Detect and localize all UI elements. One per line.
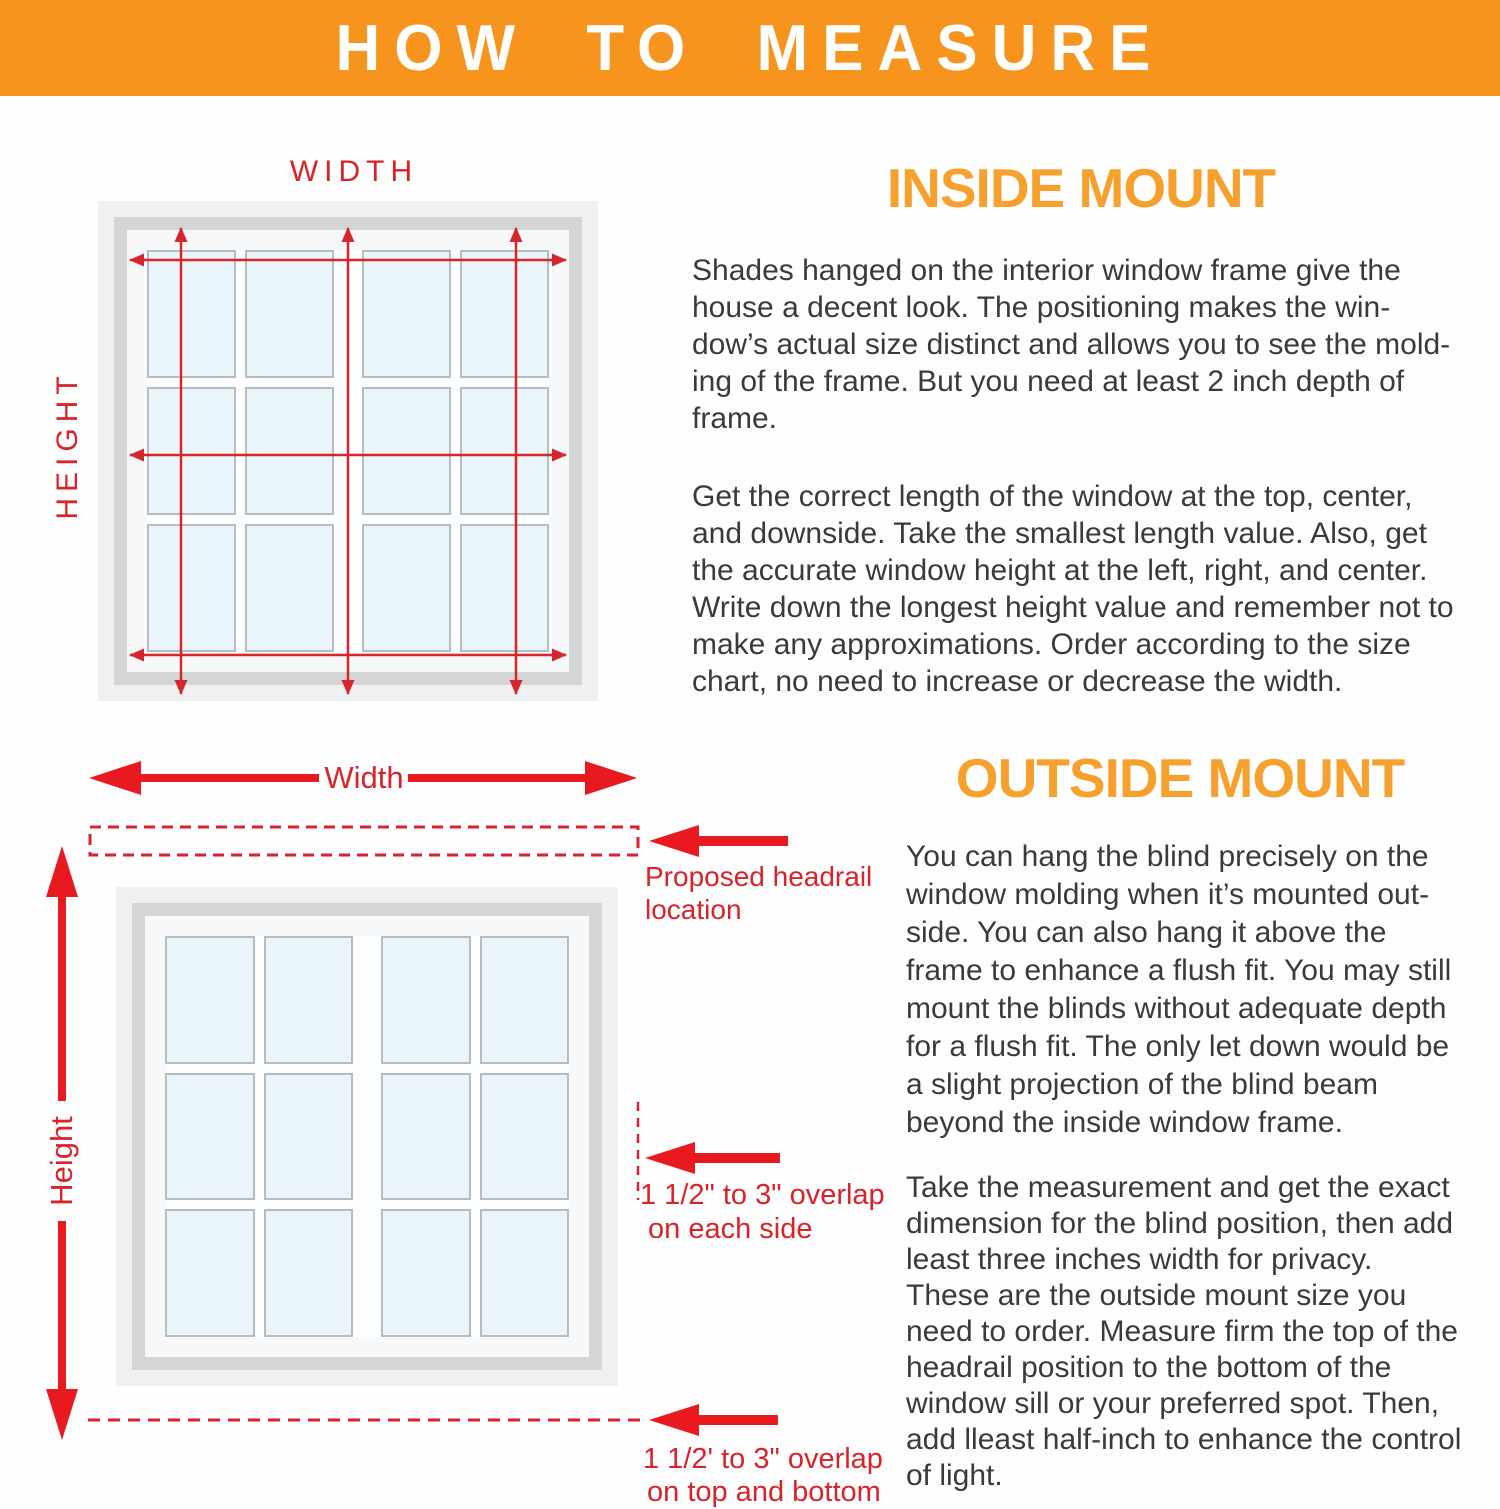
window-pane	[264, 936, 354, 1064]
bottom-height-label: Height	[44, 1116, 79, 1206]
text-line: window sill or your preferred spot. Then,	[906, 1387, 1440, 1420]
text-line: need to order. Measure firm the top of the	[906, 1315, 1458, 1348]
text-line: of light.	[906, 1459, 1003, 1492]
label-line: 1 1/2" to 3" overlap	[640, 1179, 885, 1211]
arrow-head-right	[585, 761, 637, 795]
window-pane	[165, 1209, 255, 1337]
text-line: mount the blinds without adequate depth	[906, 992, 1447, 1025]
page-title: HOW TO MEASURE	[335, 12, 1165, 84]
outside-mount-paragraph-1	[906, 838, 1451, 1142]
side-overlap-label	[640, 1178, 885, 1246]
text-line: ing of the frame. But you need at least 2 inch depth of	[692, 365, 1405, 398]
text-line: and downside. Take the smallest length value. Also, get	[692, 517, 1427, 550]
headrail-pointer-arrow	[649, 825, 788, 857]
window-top	[98, 201, 598, 701]
window-pane	[362, 250, 451, 378]
label-line: on top and bottom	[647, 1476, 881, 1508]
arrow-shaft	[695, 1415, 778, 1425]
text-line: Shades hanged on the interior window frame give the	[692, 254, 1401, 287]
text-line: add lleast half-inch to enhance the control	[906, 1423, 1462, 1456]
bottom-width-label: Width	[324, 760, 404, 795]
title-banner	[0, 0, 1500, 96]
arrow-shaft	[58, 893, 66, 1101]
window-pane	[147, 250, 236, 378]
arrow-head-top	[46, 846, 78, 897]
outside-mount-heading: OUTSIDE MOUNT	[955, 747, 1405, 809]
side-overlap-pointer-arrow	[645, 1142, 780, 1174]
arrow-head-left	[649, 1404, 699, 1436]
outside-mount-paragraph-2	[906, 1170, 1461, 1494]
label-line: Proposed headrail	[645, 861, 873, 892]
window-pane	[480, 1209, 570, 1337]
text-line: least three inches width for privacy.	[906, 1243, 1373, 1276]
text-line: You can hang the blind precisely on the	[906, 840, 1429, 873]
arrow-head-bottom	[46, 1389, 78, 1440]
arrow-shaft	[58, 1221, 66, 1391]
window-pane	[381, 936, 471, 1064]
arrow-head-left	[649, 825, 699, 857]
label-line: location	[645, 894, 742, 925]
text-line: make any approximations. Order according to the size	[692, 628, 1411, 661]
text-line: beyond the inside window frame.	[906, 1106, 1343, 1139]
center-mullion	[353, 936, 381, 1337]
text-line: house a decent look. The positioning makes the win-	[692, 291, 1391, 324]
window-sash-left	[165, 936, 353, 1337]
window-pane	[165, 1073, 255, 1201]
window-pane	[480, 936, 570, 1064]
bottom-overlap-label	[643, 1443, 883, 1509]
inside-mount-paragraph-2	[692, 478, 1454, 700]
text-line: headrail position to the bottom of the	[906, 1351, 1392, 1384]
window-pane	[381, 1073, 471, 1201]
window-pane	[460, 250, 549, 378]
window-sash-area	[165, 936, 569, 1337]
text-line: a slight projection of the blind beam	[906, 1068, 1378, 1101]
text-line: Write down the longest height value and remember not to	[692, 591, 1454, 624]
window-pane	[245, 250, 334, 378]
window-sash-left	[147, 250, 334, 652]
text-line: dimension for the blind position, then add	[906, 1207, 1454, 1240]
window-pane	[245, 524, 334, 652]
arrow-head-left	[89, 761, 141, 795]
window-pane	[264, 1209, 354, 1337]
window-sash-right	[381, 936, 569, 1337]
top-width-label: WIDTH	[289, 155, 419, 188]
window-bottom	[116, 887, 618, 1386]
window-pane	[165, 936, 255, 1064]
text-line: Take the measurement and get the exact	[906, 1171, 1450, 1204]
window-frame-bevel	[132, 903, 602, 1370]
window-pane	[147, 387, 236, 515]
window-sash-right	[362, 250, 549, 652]
text-line: window molding when it’s mounted out-	[906, 878, 1430, 911]
window-sash-area	[147, 250, 549, 652]
center-mullion	[334, 250, 362, 652]
text-line: for a flush fit. The only let down would be	[906, 1030, 1450, 1063]
bottom-overlap-pointer-arrow	[649, 1404, 778, 1436]
inside-mount-paragraph-1	[692, 252, 1450, 437]
label-line: 1 1/2' to 3" overlap	[643, 1443, 883, 1475]
window-pane	[147, 524, 236, 652]
window-frame-inner	[127, 230, 569, 672]
window-pane	[480, 1073, 570, 1201]
arrow-shaft	[691, 1153, 780, 1163]
text-line: the accurate window height at the left, right, and center.	[692, 554, 1428, 587]
inside-mount-heading: INSIDE MOUNT	[886, 157, 1276, 219]
arrow-shaft	[695, 836, 788, 846]
window-frame-inner	[145, 916, 589, 1357]
window-pane	[381, 1209, 471, 1337]
text-line: Get the correct length of the window at the top, center,	[692, 480, 1413, 513]
text-line: frame to enhance a flush fit. You may still	[906, 954, 1452, 987]
label-line: on each side	[648, 1213, 813, 1245]
proposed-headrail-label	[645, 860, 872, 926]
text-line: These are the outside mount size you	[906, 1279, 1407, 1312]
text-line: dow’s actual size distinct and allows you to see the mold-	[692, 328, 1451, 361]
window-pane	[362, 387, 451, 515]
headrail-dashed-box	[90, 827, 638, 855]
window-pane	[460, 524, 549, 652]
window-pane	[264, 1073, 354, 1201]
window-pane	[362, 524, 451, 652]
top-height-label: HEIGHT	[51, 370, 84, 520]
text-line: frame.	[692, 402, 778, 435]
text-line: chart, no need to increase or decrease the width.	[692, 665, 1343, 698]
window-frame-bevel	[114, 217, 582, 685]
window-pane	[245, 387, 334, 515]
arrow-head-left	[645, 1142, 695, 1174]
window-pane	[460, 387, 549, 515]
text-line: side. You can also hang it above the	[906, 916, 1387, 949]
